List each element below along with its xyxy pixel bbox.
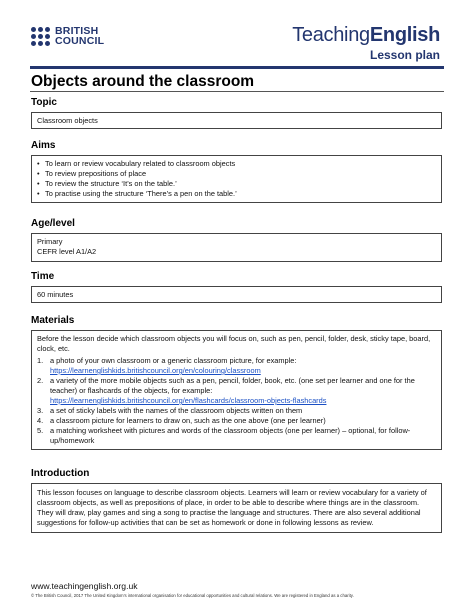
aims-list: [37, 159, 436, 199]
materials-item: [37, 406, 436, 416]
materials-heading: Materials: [31, 315, 75, 326]
bc-logo-line1: BRITISH: [55, 25, 99, 37]
aims-item: • To review prepositions of place: [37, 169, 436, 179]
materials-item: [37, 426, 436, 446]
materials-item-text: a photo of your own classroom or a generic classroom picture, for example:: [50, 356, 297, 365]
materials-item-number: 2.: [37, 376, 44, 385]
materials-section: [31, 315, 442, 450]
introduction-heading: Introduction: [31, 468, 90, 479]
aims-box: [31, 155, 442, 203]
teaching-english-logo: [292, 24, 440, 62]
topic-section: [31, 97, 442, 129]
topic-text: Classroom objects: [37, 116, 98, 125]
materials-item-text: a classroom picture for learners to draw on, such as the one above (one per learner): [50, 416, 326, 425]
materials-item-text: a matching worksheet with pictures and words of the classroom objects (one per learner) – optional, for follow-up/homework: [50, 426, 411, 445]
materials-list: [37, 356, 436, 446]
lesson-plan-label: Lesson plan: [369, 48, 440, 62]
materials-item: [37, 356, 436, 376]
introduction-box: [31, 483, 442, 533]
page-title: Objects around the classroom: [31, 73, 255, 90]
topic-box: [31, 112, 442, 129]
age-level-section: [31, 218, 442, 262]
age-level-box: [31, 233, 442, 262]
footer-copyright: © The British Council, 2017 The United Kingdom’s international organisation for educational opportunities and cultural relations. We are registered in England as a charity.: [31, 593, 354, 598]
aims-item: • To learn or review vocabulary related to classroom objects: [37, 159, 436, 169]
materials-item: [37, 376, 436, 406]
time-box: [31, 286, 442, 303]
te-brand-bold: English: [369, 24, 440, 46]
time-section: [31, 271, 442, 303]
british-council-dots-icon: [31, 27, 50, 46]
time-heading: Time: [31, 271, 55, 282]
header-divider: [30, 66, 444, 69]
british-council-logo: [31, 26, 104, 46]
age-level-line: CEFR level A1/A2: [37, 247, 97, 256]
colouring-classroom-link[interactable]: https://learnenglishkids.britishcouncil.org/en/colouring/classroom: [50, 366, 261, 375]
materials-item-text: a variety of the more mobile objects such as a pen, pencil, folder, book, etc. (one set per learner and one for the teacher) or flashcards of the objects, for example:: [50, 376, 415, 395]
materials-item: [37, 416, 436, 426]
introduction-section: [31, 468, 442, 533]
aims-item: • To practise using the structure ‘There’s a pen on the table.’: [37, 189, 436, 199]
te-brand-regular: Teaching: [292, 24, 370, 46]
footer-url[interactable]: www.teachingenglish.org.uk: [31, 581, 138, 591]
topic-heading: Topic: [31, 97, 57, 108]
materials-item-number: 5.: [37, 426, 44, 435]
materials-box: [31, 330, 442, 450]
introduction-text: This lesson focuses on language to describe classroom objects. Learners will learn or review vocabulary for a variety of classroom objects, as well as prepositions of place, in order to be able to describe where things are in the classroom. They will draw, play games and sing a song to practise the language and structures. There are also several additional suggestions for follow-up activities that can be set as homework or done in following lessons as review.: [37, 488, 427, 527]
time-text: 60 minutes: [37, 290, 74, 299]
page-header: [0, 0, 474, 70]
aims-section: [31, 140, 442, 203]
materials-intro: Before the lesson decide which classroom objects you will focus on, such as pen, pencil, folder, desk, sticky tape, board, clock, etc.: [37, 334, 431, 353]
aims-item: • To review the structure ‘It’s on the table.’: [37, 179, 436, 189]
materials-item-number: 3.: [37, 406, 44, 415]
age-level-line: Primary: [37, 237, 63, 246]
aims-heading: Aims: [31, 140, 56, 151]
materials-item-text: a set of sticky labels with the names of the classroom objects written on them: [50, 406, 303, 415]
materials-item-number: 1.: [37, 356, 44, 365]
title-divider: [30, 91, 444, 92]
flashcards-link[interactable]: https://learnenglishkids.britishcouncil.org/en/flashcards/classroom-objects-flashcards: [50, 396, 327, 405]
materials-item-number: 4.: [37, 416, 44, 425]
age-level-heading: Age/level: [31, 218, 75, 229]
bc-logo-line2: COUNCIL: [55, 35, 105, 47]
